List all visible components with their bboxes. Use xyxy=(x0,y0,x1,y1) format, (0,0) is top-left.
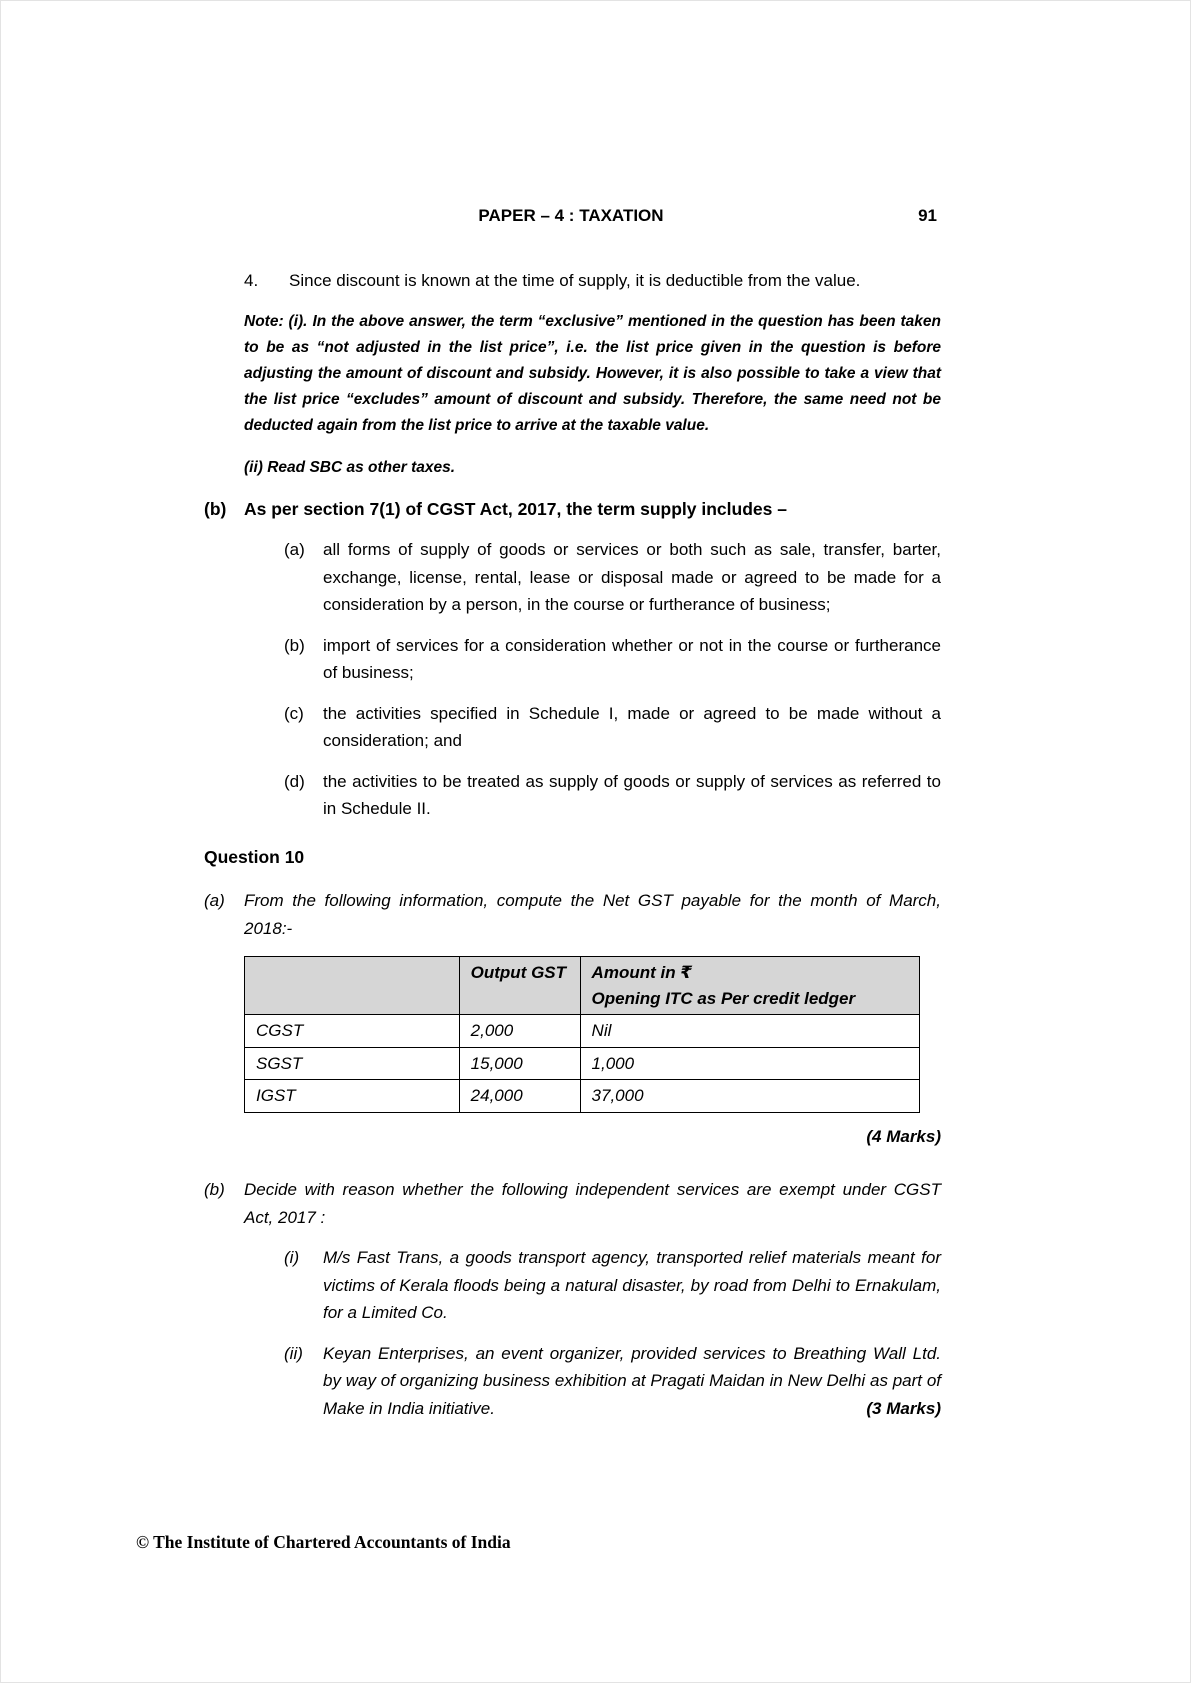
answer-point-4 xyxy=(244,267,941,295)
table-cell: IGST xyxy=(245,1080,460,1113)
table-row xyxy=(245,1080,920,1113)
table-cell: 2,000 xyxy=(459,1015,580,1048)
section-b-heading-text: As per section 7(1) of CGST Act, 2017, the term supply includes – xyxy=(244,498,787,519)
supply-item-d-text: the activities to be treated as supply of goods or supply of services as referred to in Schedule II. xyxy=(323,771,941,819)
table-cell: 24,000 xyxy=(459,1080,580,1113)
list-label: (d) xyxy=(284,771,305,791)
note-paragraph-1: Note: (i). In the above answer, the term “exclusive” mentioned in the question has been taken to be as “not adjusted in the list price”, i.e. the list price given in the question is before adjusting the amount of discount and subsidy. However, it is also possible to take a view that the list price “excludes” amount of discount and subsidy. Therefore, the same need not be deducted again from the list price to arrive at the taxable value. xyxy=(244,312,941,434)
service-item-ii-text xyxy=(323,1340,941,1423)
page-number: 91 xyxy=(918,206,937,225)
section-label: (b) xyxy=(204,498,227,519)
question-10-part-b xyxy=(204,1176,941,1231)
supply-item-c xyxy=(284,700,941,755)
section-b-heading xyxy=(204,495,941,523)
supply-item-a-text: all forms of supply of goods or services or both such as sale, transfer, barter, exchange, license, rental, lease or disposal made or agreed to be made for a consideration by a person, in the course or furtherance of business; xyxy=(323,540,941,615)
gst-data-table xyxy=(244,956,920,1113)
part-b-marks: (3 Marks) xyxy=(866,1399,941,1418)
copyright-footer: © The Institute of Chartered Accountants of India xyxy=(136,1532,511,1552)
question-10-part-a-text: From the following information, compute the Net GST payable for the month of March, 2018:- xyxy=(244,891,941,938)
service-item-i-text: M/s Fast Trans, a goods transport agency, transported relief materials meant for victims of Kerala floods being a natural disaster, by road from Delhi to Ernakulam, for a Limited Co. xyxy=(323,1248,941,1323)
paper-title: PAPER – 4 : TAXATION xyxy=(478,206,664,225)
question-10-heading: Question 10 xyxy=(204,846,305,867)
table-header-cell xyxy=(580,957,919,1015)
table-row xyxy=(245,1015,920,1048)
amount-heading-line1: Amount in ₹ xyxy=(591,963,693,983)
list-label: (i) xyxy=(284,1248,300,1268)
service-item-i xyxy=(284,1244,941,1327)
supply-item-b-text: import of services for a consideration whether or not in the course or furtherance of business; xyxy=(323,635,941,683)
list-label: (ii) xyxy=(284,1343,303,1363)
supply-item-b xyxy=(284,632,941,687)
table-cell: 37,000 xyxy=(580,1080,919,1113)
table-header-row xyxy=(245,957,920,1015)
table-cell: 1,000 xyxy=(580,1047,919,1080)
page-header xyxy=(201,206,941,226)
list-label: (c) xyxy=(284,703,304,723)
list-label: (a) xyxy=(284,540,305,560)
part-label: (a) xyxy=(204,891,225,911)
table-row xyxy=(245,1047,920,1080)
service-item-ii-body: Keyan Enterprises, an event organizer, provided services to Breathing Wall Ltd. by way of organizing business exhibition at Pragati Maidan in New Delhi as part of Make in India initiative. xyxy=(323,1343,941,1418)
amount-heading-line2: Opening ITC as Per credit ledger xyxy=(591,988,856,1008)
list-number: 4. xyxy=(244,271,259,290)
part-label: (b) xyxy=(204,1180,225,1200)
table-cell: SGST xyxy=(245,1047,460,1080)
table-cell: CGST xyxy=(245,1015,460,1048)
service-item-ii xyxy=(284,1340,941,1423)
list-label: (b) xyxy=(284,635,305,655)
question-10-part-b-text: Decide with reason whether the following independent services are exempt under CGST Act, 2017 : xyxy=(244,1180,941,1227)
page-content xyxy=(204,267,941,1423)
supply-item-c-text: the activities specified in Schedule I, made or agreed to be made without a consideration; and xyxy=(323,703,941,751)
part-a-marks: (4 Marks) xyxy=(866,1126,941,1146)
supply-item-a xyxy=(284,536,941,619)
note-paragraph-2: (ii) Read SBC as other taxes. xyxy=(244,458,456,476)
answer-point-4-text: Since discount is known at the time of supply, it is deductible from the value. xyxy=(289,271,861,290)
supply-item-d xyxy=(284,768,941,823)
table-cell: 15,000 xyxy=(459,1047,580,1080)
table-cell: Nil xyxy=(580,1015,919,1048)
table-header-cell xyxy=(245,957,460,1015)
question-10-part-a xyxy=(204,887,941,942)
table-header-cell: Output GST xyxy=(459,957,580,1015)
